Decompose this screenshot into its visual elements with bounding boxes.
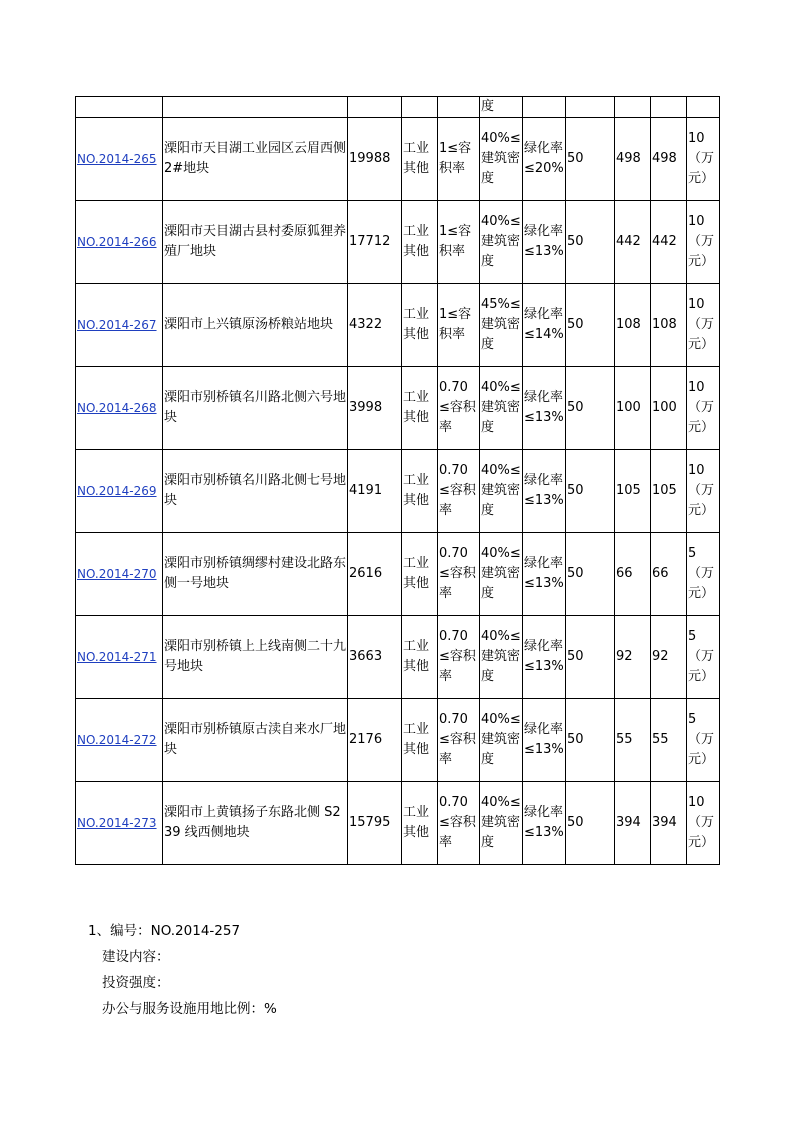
cell-deposit: 10（万元） [687, 367, 720, 450]
parcel-code-link[interactable]: NO.2014-270 [77, 566, 157, 581]
cell-years: 50 [566, 450, 615, 533]
cell-years: 50 [566, 782, 615, 865]
cell-far: 0.70≤容积率 [438, 450, 480, 533]
table-row [76, 118, 720, 201]
table-row [76, 450, 720, 533]
cell-price1: 100 [615, 367, 651, 450]
cell-price2: 394 [651, 782, 687, 865]
cell-location: 溧阳市上黄镇扬子东路北侧 S239 线西侧地块 [163, 782, 348, 865]
cell-use: 工业其他 [402, 450, 438, 533]
cell-deposit: 10（万元） [687, 201, 720, 284]
cell-use: 工业其他 [402, 118, 438, 201]
parcel-code-link[interactable]: NO.2014-269 [77, 483, 157, 498]
cell-green: 绿化率≤13% [523, 699, 566, 782]
cell-use: 工业其他 [402, 201, 438, 284]
cell-density: 40%≤建筑密度 [480, 616, 523, 699]
cell-location: 溧阳市别桥镇名川路北侧六号地块 [163, 367, 348, 450]
cell-empty [566, 97, 615, 118]
cell-code [76, 450, 163, 533]
parcel-code-link[interactable]: NO.2014-272 [77, 732, 157, 747]
cell-deposit: 5（万元） [687, 699, 720, 782]
cell-location: 溧阳市别桥镇名川路北侧七号地块 [163, 450, 348, 533]
cell-green: 绿化率≤13% [523, 533, 566, 616]
cell-green: 绿化率≤13% [523, 450, 566, 533]
continuation-row [76, 97, 720, 118]
cell-area: 4322 [348, 284, 402, 367]
cell-years: 50 [566, 201, 615, 284]
cell-price2: 442 [651, 201, 687, 284]
cell-years: 50 [566, 699, 615, 782]
table-row [76, 782, 720, 865]
cell-area: 17712 [348, 201, 402, 284]
cell-empty [615, 97, 651, 118]
cell-deposit: 5（万元） [687, 533, 720, 616]
cell-empty [523, 97, 566, 118]
cell-density: 40%≤建筑密度 [480, 118, 523, 201]
parcel-code-link[interactable]: NO.2014-273 [77, 815, 157, 830]
cell-use: 工业其他 [402, 533, 438, 616]
cell-years: 50 [566, 533, 615, 616]
cell-code [76, 367, 163, 450]
cell-density: 40%≤建筑密度 [480, 450, 523, 533]
cell-green: 绿化率≤13% [523, 201, 566, 284]
cell-green: 绿化率≤13% [523, 616, 566, 699]
parcel-code-link[interactable]: NO.2014-266 [77, 234, 157, 249]
cell-far: 0.70≤容积率 [438, 699, 480, 782]
cell-years: 50 [566, 616, 615, 699]
cell-use: 工业其他 [402, 367, 438, 450]
cell-use: 工业其他 [402, 616, 438, 699]
cell-use: 工业其他 [402, 782, 438, 865]
cell-years: 50 [566, 367, 615, 450]
cell-empty [438, 97, 480, 118]
cell-price1: 55 [615, 699, 651, 782]
cell-area: 19988 [348, 118, 402, 201]
cell-price1: 66 [615, 533, 651, 616]
cell-far: 1≤容积率 [438, 284, 480, 367]
cell-code [76, 284, 163, 367]
parcel-code-link[interactable]: NO.2014-265 [77, 151, 157, 166]
cell-empty [348, 97, 402, 118]
cell-price2: 108 [651, 284, 687, 367]
cell-years: 50 [566, 118, 615, 201]
cell-use: 工业其他 [402, 699, 438, 782]
cell-far: 0.70≤容积率 [438, 782, 480, 865]
cell-code [76, 118, 163, 201]
cell-code [76, 699, 163, 782]
cell-far: 1≤容积率 [438, 201, 480, 284]
cell-location: 溧阳市别桥镇上上线南侧二十九号地块 [163, 616, 348, 699]
cell-area: 15795 [348, 782, 402, 865]
table-row [76, 201, 720, 284]
cell-price2: 55 [651, 699, 687, 782]
cell-empty [163, 97, 348, 118]
table-row [76, 284, 720, 367]
cell-location: 溧阳市别桥镇原古渎自来水厂地块 [163, 699, 348, 782]
cell-price2: 105 [651, 450, 687, 533]
cell-density: 40%≤建筑密度 [480, 201, 523, 284]
cell-density-continued: 度 [480, 97, 523, 118]
cell-far: 0.70≤容积率 [438, 616, 480, 699]
cell-empty [651, 97, 687, 118]
cell-area: 2176 [348, 699, 402, 782]
office-ratio-label: 办公与服务设施用地比例：% [102, 1001, 277, 1017]
cell-empty [687, 97, 720, 118]
cell-green: 绿化率≤13% [523, 782, 566, 865]
cell-deposit: 10（万元） [687, 782, 720, 865]
cell-use: 工业其他 [402, 284, 438, 367]
cell-price1: 108 [615, 284, 651, 367]
cell-code [76, 616, 163, 699]
cell-density: 45%≤建筑密度 [480, 284, 523, 367]
cell-density: 40%≤建筑密度 [480, 782, 523, 865]
cell-price2: 66 [651, 533, 687, 616]
cell-density: 40%≤建筑密度 [480, 533, 523, 616]
item-number: 1、编号：NO.2014-257 [88, 923, 241, 939]
cell-price1: 92 [615, 616, 651, 699]
cell-deposit: 10（万元） [687, 450, 720, 533]
cell-empty [76, 97, 163, 118]
investment-label: 投资强度： [102, 975, 170, 991]
cell-far: 1≤容积率 [438, 118, 480, 201]
cell-empty [402, 97, 438, 118]
cell-far: 0.70≤容积率 [438, 533, 480, 616]
cell-deposit: 10（万元） [687, 284, 720, 367]
cell-code [76, 782, 163, 865]
table-row [76, 616, 720, 699]
cell-price1: 394 [615, 782, 651, 865]
cell-area: 3998 [348, 367, 402, 450]
cell-deposit: 10（万元） [687, 118, 720, 201]
parcel-code-link[interactable]: NO.2014-267 [77, 317, 157, 332]
cell-price1: 442 [615, 201, 651, 284]
cell-green: 绿化率≤14% [523, 284, 566, 367]
cell-code [76, 201, 163, 284]
cell-deposit: 5（万元） [687, 616, 720, 699]
table-row [76, 699, 720, 782]
cell-location: 溧阳市天目湖古县村委原狐狸养殖厂地块 [163, 201, 348, 284]
parcel-table [75, 96, 720, 865]
table-row [76, 367, 720, 450]
cell-area: 4191 [348, 450, 402, 533]
cell-price2: 498 [651, 118, 687, 201]
cell-area: 2616 [348, 533, 402, 616]
cell-density: 40%≤建筑密度 [480, 699, 523, 782]
cell-years: 50 [566, 284, 615, 367]
notes-section [88, 918, 277, 1022]
cell-price1: 498 [615, 118, 651, 201]
parcel-code-link[interactable]: NO.2014-271 [77, 649, 157, 664]
cell-density: 40%≤建筑密度 [480, 367, 523, 450]
cell-location: 溧阳市别桥镇绸缪村建设北路东侧一号地块 [163, 533, 348, 616]
cell-code [76, 533, 163, 616]
cell-far: 0.70≤容积率 [438, 367, 480, 450]
table-row [76, 533, 720, 616]
cell-location: 溧阳市上兴镇原汤桥粮站地块 [163, 284, 348, 367]
parcel-code-link[interactable]: NO.2014-268 [77, 400, 157, 415]
cell-price1: 105 [615, 450, 651, 533]
construction-label: 建设内容： [102, 949, 170, 965]
cell-green: 绿化率≤20% [523, 118, 566, 201]
cell-green: 绿化率≤13% [523, 367, 566, 450]
cell-area: 3663 [348, 616, 402, 699]
cell-price2: 100 [651, 367, 687, 450]
cell-price2: 92 [651, 616, 687, 699]
cell-location: 溧阳市天目湖工业园区云眉西侧 2#地块 [163, 118, 348, 201]
